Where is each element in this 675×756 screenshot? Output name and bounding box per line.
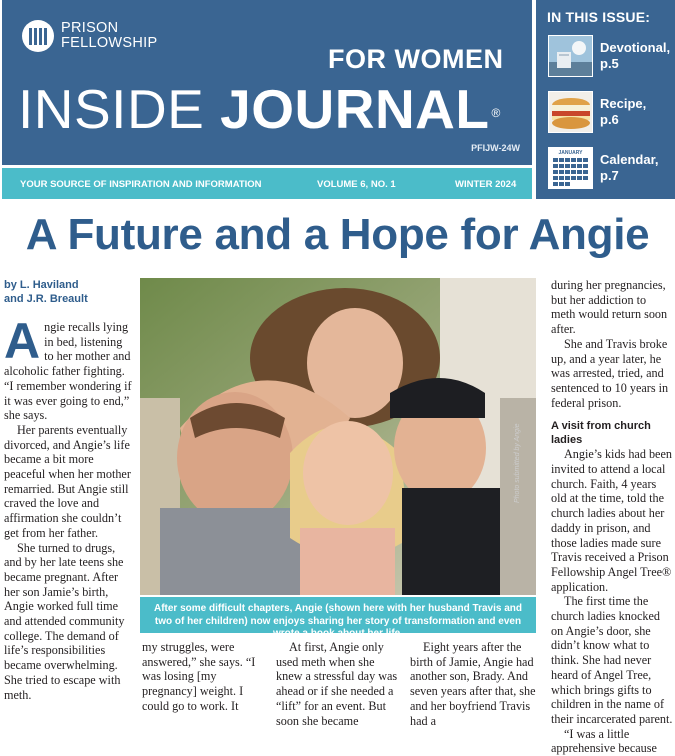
publication-title: INSIDE JOURNAL ®: [18, 78, 501, 140]
article-column-3: [276, 640, 403, 728]
paragraph: She and Travis broke up, and a year later, he was arrested, tried, and sentenced to 10 years in federal prison.: [551, 336, 669, 410]
masthead: [2, 0, 532, 165]
article-headline: A Future and a Hope for Angie: [25, 210, 650, 259]
in-this-issue-panel: [536, 0, 675, 199]
issue-item-recipe[interactable]: [548, 91, 673, 135]
article-column-1: [4, 278, 132, 702]
issue-item-devotional[interactable]: [548, 35, 673, 79]
photo-credit: Photo submitted by Angie: [514, 423, 521, 503]
paragraph: “I was a little apprehensive because: [551, 726, 657, 756]
paragraph: At first, Angie only used meth when she knew a stressful day was ahead or if she needed a “lift” for an event. But soon she became: [276, 640, 398, 728]
byline: by L. Haviland and J.R. Breault: [4, 279, 88, 305]
tagline-text: YOUR SOURCE OF INSPIRATION AND INFORMATION: [20, 179, 262, 190]
paragraph: during her pregnancies, but her addiction to meth would return soon after.: [551, 278, 668, 337]
calendar-thumbnail-icon: JANUARY: [548, 147, 593, 189]
recipe-thumbnail-icon: [548, 91, 593, 133]
issue-item-page: p.6: [600, 112, 619, 127]
article-photo: [140, 278, 536, 595]
paragraph: ngie recalls lying in bed, listening to her mother and alcoholic father fighting. “I remember wondering if it was ever going to end,” she says.: [4, 320, 132, 423]
article-column-5: [551, 278, 673, 756]
paragraph: She turned to drugs, and by her late teens she became pregnant. After her son Jamie’s birth, Angie worked full time and attended community college. The demand of life’s responsibilities became overwhelming. She tried to escape with meth.: [4, 540, 125, 702]
paragraph: Her parents eventually divorced, and Angie’s life became a bit more peaceful when her mother remarried. But Angie still craved the love and affirmation she couldn’t get from her father.: [4, 422, 131, 540]
tagline-bar: [2, 168, 532, 199]
in-this-issue-header: IN THIS ISSUE:: [547, 9, 651, 25]
volume-label: VOLUME 6, NO. 1: [317, 179, 396, 190]
paragraph: my struggles, were answered,” she says. “I was losing [my pregnancy] weight. I could go to work. It: [142, 640, 256, 713]
paragraph: The first time the church ladies knocked on Angie’s door, she didn’t know what to think. She had never heard of Angel Tree, which brings gifts to children in the name of their incarcerated parent.: [551, 594, 673, 726]
issue-item-title: Devotional,: [600, 40, 671, 55]
photo-caption: After some difficult chapters, Angie (shown here with her husband Travis and two of her children) now enjoys sharing her story of transformation and even wrote a book about her life.: [140, 597, 536, 633]
organization-name: PRISON FELLOWSHIP: [61, 20, 158, 51]
issue-item-title: Recipe,: [600, 96, 647, 111]
paragraph: Eight years after the birth of Jamie, Angie had another son, Brady. And seven years after that, she and her boyfriend Travis had a: [410, 640, 536, 728]
issue-code: PFIJW-24W: [471, 143, 520, 153]
issue-item-page: p.7: [600, 168, 619, 183]
article-column-4: [410, 640, 536, 728]
season-label: WINTER 2024: [455, 179, 517, 190]
prison-fellowship-logo-icon: [22, 20, 54, 52]
drop-cap: A: [4, 313, 41, 369]
issue-item-calendar[interactable]: [548, 147, 673, 191]
issue-item-page: p.5: [600, 56, 619, 71]
devotional-thumbnail-icon: [548, 35, 593, 77]
section-subhead: A visit from church ladies: [551, 420, 651, 447]
edition-label: FOR WOMEN: [328, 44, 504, 74]
article-column-2: [142, 640, 269, 714]
issue-item-title: Calendar,: [600, 152, 659, 167]
paragraph: Angie’s kids had been invited to attend a local church. Faith, 4 years old at the time, told the church ladies about her daddy in prison, and those ladies made sure Travis received a Prison Fellowship Angel Tree® application.: [551, 447, 672, 594]
